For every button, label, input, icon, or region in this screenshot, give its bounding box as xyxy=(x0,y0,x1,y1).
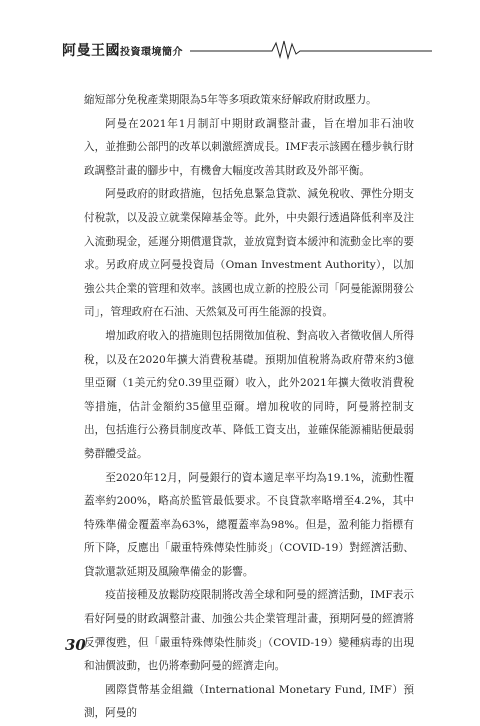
paragraph: 疫苗接種及放鬆防疫限制將改善全球和阿曼的經濟活動，IMF表示看好阿曼的財政調整計畫、加強公共企業管理計畫，預期阿曼的經濟將反彈復甦，但「嚴重特殊傳染性肺炎」（COVID-19）變種病毒的出現和油價波動，也仍將牽動阿曼的經濟走向。 xyxy=(84,589,414,673)
paragraph-continuation: 縮短部分免稅產業期限為5年等多項政策來紓解政府財政壓力。 xyxy=(84,94,377,106)
paragraph: 增加政府收入的措施則包括開徵加值稅、對高收入者徵收個人所得稅，以及在2020年擴大消費稅基礎。預期加值稅將為政府帶來約3億里亞爾（1美元約兌0.39里亞爾）收入，此外2021年擴大徵收消費稅等措施，估計金額約35億里亞爾。增加稅收的同時，阿曼將控制支出，包括進行公務員制度改革、降低工資支出，並確保能源補貼便最弱勢群體受益。 xyxy=(84,329,414,460)
paragraph: 阿曼在2021年1月制訂中期財政調整計畫，旨在增加非石油收入，並推動公部門的改革以刺激經濟成長。IMF表示該國在穩步執行財政調整計畫的腳步中，有機會大幅度改善其財政及外部平衡。 xyxy=(84,117,414,177)
paragraph: 國際貨幣基金組織（International Monetary Fund, IMF）預測，阿曼的 xyxy=(84,683,414,720)
paragraph: 至2020年12月，阿曼銀行的資本適足率平均為19.1%，流動性覆蓋率約200%，略高於監管最低要求。不良貸款率略增至4.2%，其中特殊準備金覆蓋率為63%，總覆蓋率為98%。但是，盈利能力指標有所下降，反應出「嚴重特殊傳染性肺炎」（COVID-19）對經濟活動、貸款還款延期及風險準備金的影響。 xyxy=(84,471,414,578)
page-header xyxy=(62,38,432,60)
paragraph: 阿曼政府的財政措施，包括免息緊急貸款、減免稅收、彈性分期支付稅款，以及設立就業保障基金等。此外，中央銀行透過降低利率及注入流動現金，延遲分期償還貸款，並放寬對資本緩沖和流動金比率的要求。另政府成立阿曼投資局（Oman Investment Authority），以加強公共企業的管理和效率。該國也成立新的控股公司「阿曼能源開發公司」，管理政府在石油、天然氣及可再生能源的投資。 xyxy=(84,188,414,319)
header-title xyxy=(62,40,183,60)
header-title-sub: 投資環境簡介 xyxy=(120,47,183,58)
body-text xyxy=(84,89,414,726)
page-number: 30 xyxy=(65,636,86,654)
header-title-main: 阿曼王國 xyxy=(62,43,120,59)
heartbeat-line-icon xyxy=(190,38,432,60)
